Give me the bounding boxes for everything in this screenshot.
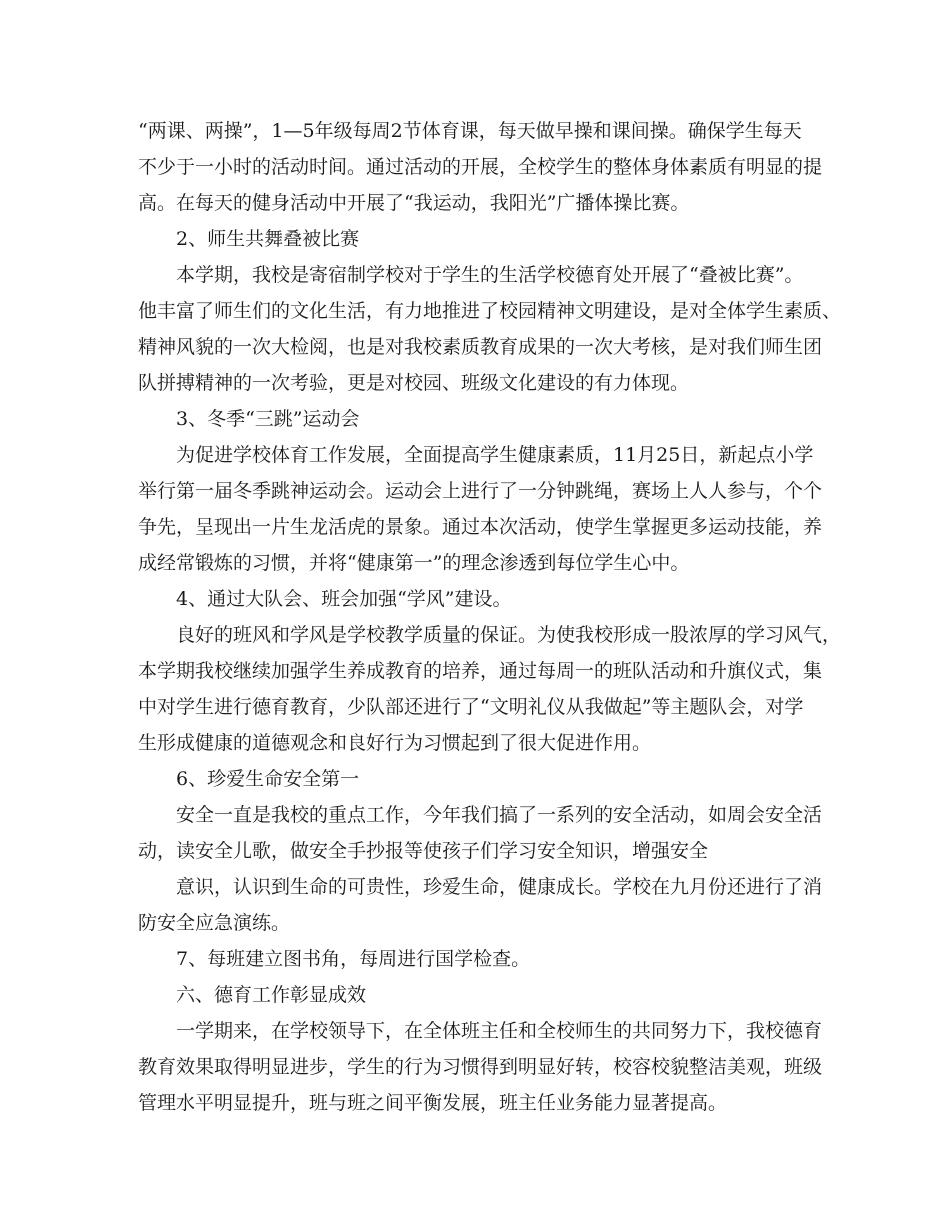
paragraph-line: 管理水平明显提升，班与班之间平衡发展，班主任业务能力显著提高。 xyxy=(138,1092,728,1114)
paragraph-line: 争先，呈现出一片生龙活虎的景象。通过本次活动，使学生掌握更多运动技能，养 xyxy=(138,516,823,538)
section-heading: 3、冬季“三跳”运动会 xyxy=(176,408,360,430)
paragraph-line: 高。在每天的健身活动中开展了“我运动，我阳光”广播体操比赛。 xyxy=(138,192,690,214)
paragraph-line: 防安全应急演练。 xyxy=(138,912,291,934)
section-heading: 4、通过大队会、班会加强“学风”建设。 xyxy=(176,588,512,610)
paragraph-line: 良好的班风和学风是学校教学质量的保证。为使我校形成一股浓厚的学习风气， xyxy=(176,624,842,646)
section-heading: 2、师生共舞叠被比赛 xyxy=(176,228,360,250)
paragraph-line: 精神风貌的一次大检阅，也是对我校素质教育成果的一次大考核，是对我们师生团 xyxy=(138,336,823,358)
paragraph-line: 中对学生进行德育教育，少队部还进行了“文明礼仪从我做起”等主题队会，对学 xyxy=(138,696,804,718)
paragraph-line: 安全一直是我校的重点工作，今年我们搞了一系列的安全活动，如周会安全活 xyxy=(176,804,823,826)
section-heading: 6、珍爱生命安全第一 xyxy=(176,768,360,790)
section-heading: 7、每班建立图书角，每周进行国学检查。 xyxy=(176,948,531,970)
paragraph-line: 一学期来，在学校领导下，在全体班主任和全校师生的共同努力下，我校德育 xyxy=(176,1020,823,1042)
paragraph-line: 教育效果取得明显进步，学生的行为习惯得到明显好转，校容校貌整洁美观，班级 xyxy=(138,1056,823,1078)
paragraph-line: 成经常锻炼的习惯，并将“健康第一”的理念渗透到每位学生心中。 xyxy=(138,552,690,574)
paragraph-line: 他丰富了师生们的文化生活，有力地推进了校园精神文明建设，是对全体学生素质、 xyxy=(138,300,842,322)
paragraph-line: 本学期我校继续加强学生养成教育的培养，通过每周一的班队活动和升旗仪式，集 xyxy=(138,660,823,682)
paragraph-line: 意识，认识到生命的可贵性，珍爱生命，健康成长。学校在九月份还进行了消 xyxy=(176,876,823,898)
section-heading: 六、德育工作彰显成效 xyxy=(176,984,367,1006)
paragraph-line: 生形成健康的道德观念和良好行为习惯起到了很大促进作用。 xyxy=(138,732,652,754)
paragraph-line: 举行第一届冬季跳神运动会。运动会上进行了一分钟跳绳，赛场上人人参与，个个 xyxy=(138,480,823,502)
paragraph-line: “两课、两操”，1—5年级每周2节体育课，每天做早操和课间操。确保学生每天 xyxy=(138,120,802,142)
paragraph-line: 队拼搏精神的一次考验，更是对校园、班级文化建设的有力体现。 xyxy=(138,372,690,394)
paragraph-line: 不少于一小时的活动时间。通过活动的开展，全校学生的整体身体素质有明显的提 xyxy=(138,156,823,178)
paragraph-line: 本学期，我校是寄宿制学校对于学生的生活学校德育处开展了“叠被比赛”。 xyxy=(176,264,804,286)
paragraph-line: 动，读安全儿歌，做安全手抄报等使孩子们学习安全知识，增强安全 xyxy=(138,840,709,862)
paragraph-line: 为促进学校体育工作发展，全面提高学生健康素质，11月25日，新起点小学 xyxy=(176,444,814,466)
